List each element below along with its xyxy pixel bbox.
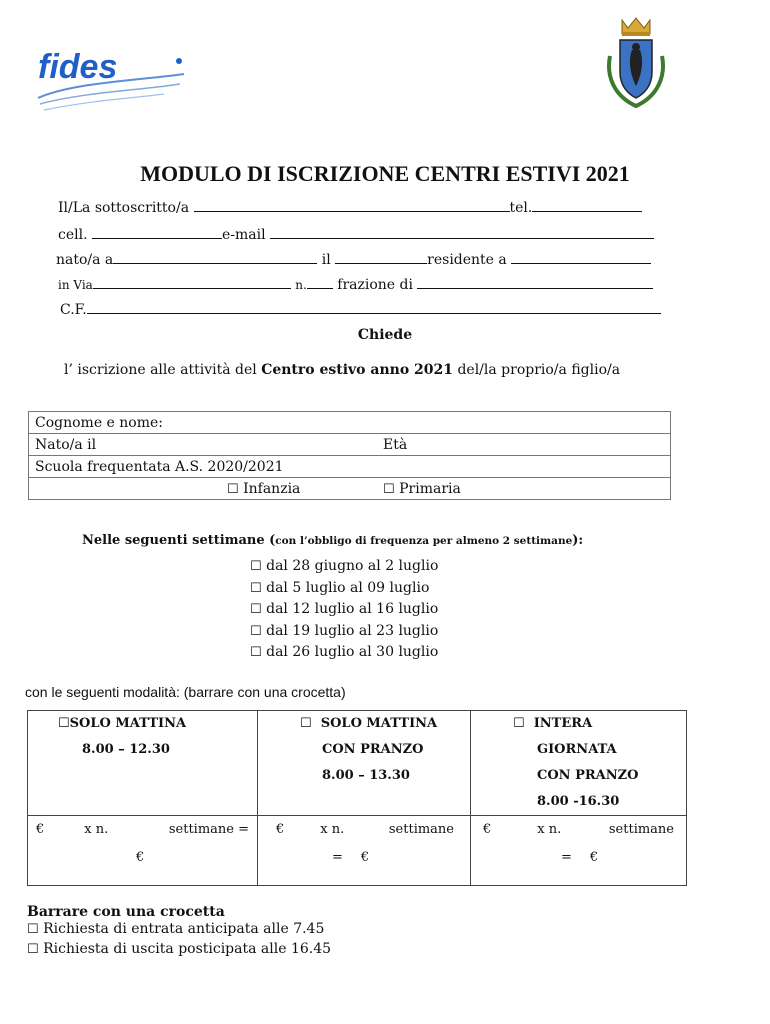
form-line-cf: [60, 300, 661, 319]
label-cf: C.F.: [60, 302, 87, 318]
infanzia-label: Infanzia: [243, 480, 301, 497]
settimane-heading: [82, 533, 583, 548]
label-il: il: [321, 252, 331, 268]
email-field[interactable]: [270, 225, 654, 239]
eq-label: =: [561, 850, 572, 865]
table-row: [28, 816, 687, 886]
codice-fiscale-field[interactable]: [87, 300, 661, 314]
birthdate-field[interactable]: [335, 250, 427, 264]
option-line: 8.00 -16.30: [537, 794, 620, 809]
option-line: 8.00 – 12.30: [82, 742, 170, 757]
document-title: MODULO DI ISCRIZIONE CENTRI ESTIVI 2021: [140, 161, 630, 186]
cell-field[interactable]: [92, 225, 222, 239]
euro-label: €: [36, 822, 45, 837]
option-line: INTERA: [533, 716, 593, 731]
eta-cell[interactable]: Età: [377, 434, 671, 456]
option-line: CON PRANZO: [322, 742, 424, 757]
checkbox-icon[interactable]: ☐: [58, 716, 70, 731]
option-line: GIORNATA: [537, 742, 617, 757]
tel-field[interactable]: [532, 198, 642, 212]
table-row: [29, 456, 671, 478]
week-label: dal 12 luglio al 16 luglio: [266, 601, 439, 617]
logo-text: fides: [38, 48, 118, 86]
form-line-sottoscritto: [58, 198, 642, 217]
fides-logo: [34, 40, 194, 120]
settimane-label: settimane =: [168, 822, 249, 837]
nato-il-cell[interactable]: Nato/a il: [29, 434, 378, 456]
birthplace-field[interactable]: [113, 250, 317, 264]
checkbox-icon[interactable]: ☐: [27, 922, 39, 937]
street-number-field[interactable]: [307, 275, 333, 289]
xn-label: x n.: [537, 822, 562, 837]
infanzia-option[interactable]: [29, 478, 378, 500]
checkbox-icon[interactable]: ☐: [300, 716, 312, 731]
weeks-list: [250, 556, 438, 664]
modalita-table: [27, 710, 687, 886]
settimane-note: con l’obbligo di frequenza per almeno 2 settimane: [275, 535, 573, 547]
municipal-coat-of-arms-icon: [604, 16, 668, 112]
week-item[interactable]: [250, 578, 438, 600]
crocetta-title: Barrare con una crocetta: [27, 904, 225, 920]
residence-field[interactable]: [511, 250, 651, 264]
option-line: SOLO MATTINA: [69, 716, 187, 731]
intro-after: del/la proprio/a figlio/a: [453, 362, 621, 378]
label-cell: cell.: [58, 227, 88, 243]
checkbox-icon[interactable]: ☐: [250, 580, 262, 596]
week-label: dal 26 luglio al 30 luglio: [266, 644, 439, 660]
checkbox-icon[interactable]: ☐: [27, 942, 39, 957]
intro-before: l’ iscrizione alle attività del: [64, 362, 262, 378]
frazione-field[interactable]: [417, 275, 653, 289]
form-line-cell: [58, 225, 654, 244]
eq-label: =: [332, 850, 343, 865]
table-row: [28, 711, 687, 816]
primaria-option[interactable]: [377, 478, 671, 500]
late-exit-option[interactable]: [27, 941, 331, 957]
option-line: SOLO MATTINA: [320, 716, 438, 731]
child-info-table: [28, 411, 671, 500]
sottoscritto-field[interactable]: [194, 198, 510, 212]
street-field[interactable]: [93, 275, 291, 289]
week-label: dal 19 luglio al 23 luglio: [266, 622, 439, 639]
late-exit-label: Richiesta di uscita posticipata alle 16.45: [43, 941, 332, 957]
checkbox-icon[interactable]: ☐: [250, 623, 262, 639]
option-intera-giornata[interactable]: [471, 711, 687, 816]
table-row: [29, 434, 671, 456]
price-cell-2[interactable]: [258, 816, 471, 886]
checkbox-icon[interactable]: ☐: [227, 481, 239, 497]
option-line: CON PRANZO: [537, 768, 639, 783]
checkbox-icon[interactable]: ☐: [513, 716, 525, 731]
week-label: dal 5 luglio al 09 luglio: [266, 579, 430, 596]
euro-label: €: [136, 850, 145, 865]
euro-label: €: [589, 850, 599, 865]
cognome-nome-cell[interactable]: Cognome e nome:: [29, 412, 671, 434]
settimane-heading-text: Nelle seguenti settimane (: [82, 533, 276, 548]
week-item[interactable]: [250, 556, 438, 578]
week-item[interactable]: [250, 642, 438, 664]
xn-label: x n.: [320, 822, 345, 837]
option-mattina-pranzo[interactable]: [258, 711, 471, 816]
form-line-via: [58, 275, 653, 294]
table-row: [29, 478, 671, 500]
table-row: [29, 412, 671, 434]
intro-sentence: [64, 362, 620, 378]
option-solo-mattina[interactable]: [28, 711, 258, 816]
xn-label: x n.: [84, 822, 109, 837]
modalita-intro: con le seguenti modalità: (barrare con una crocetta): [25, 684, 346, 700]
price-cell-3[interactable]: [471, 816, 687, 886]
settimane-label: settimane: [388, 822, 454, 837]
checkbox-icon[interactable]: ☐: [383, 481, 395, 497]
week-item[interactable]: [250, 599, 438, 621]
primaria-label: Primaria: [399, 480, 461, 497]
settimane-close: ):: [572, 533, 584, 548]
chiede-heading: Chiede: [357, 327, 413, 343]
form-line-nato: [56, 250, 651, 269]
scuola-cell[interactable]: Scuola frequentata A.S. 2020/2021: [29, 456, 671, 478]
label-via: in Via: [58, 278, 93, 292]
label-frazione: frazione di: [337, 277, 413, 293]
settimane-label: settimane: [608, 822, 674, 837]
label-numero: n.: [295, 278, 307, 292]
label-sottoscritto: Il/La sottoscritto/a: [58, 200, 190, 216]
checkbox-icon[interactable]: ☐: [250, 602, 262, 617]
checkbox-icon[interactable]: ☐: [250, 645, 262, 660]
checkbox-icon[interactable]: ☐: [250, 559, 262, 574]
label-nato: nato/a a: [56, 252, 114, 268]
euro-label: €: [360, 850, 370, 865]
euro-label: €: [483, 822, 492, 837]
price-cell-1[interactable]: [28, 816, 258, 886]
intro-bold: Centro estivo anno 2021: [261, 362, 453, 378]
week-item[interactable]: [250, 621, 438, 643]
option-line: 8.00 – 13.30: [322, 768, 410, 783]
euro-label: €: [276, 822, 285, 837]
label-tel: tel.: [509, 200, 533, 216]
label-email: e-mail: [221, 227, 266, 243]
week-label: dal 28 giugno al 2 luglio: [266, 558, 439, 574]
label-residente: residente a: [427, 252, 507, 268]
early-entry-label: Richiesta di entrata anticipata alle 7.45: [43, 921, 325, 937]
early-entry-option[interactable]: [27, 921, 324, 937]
